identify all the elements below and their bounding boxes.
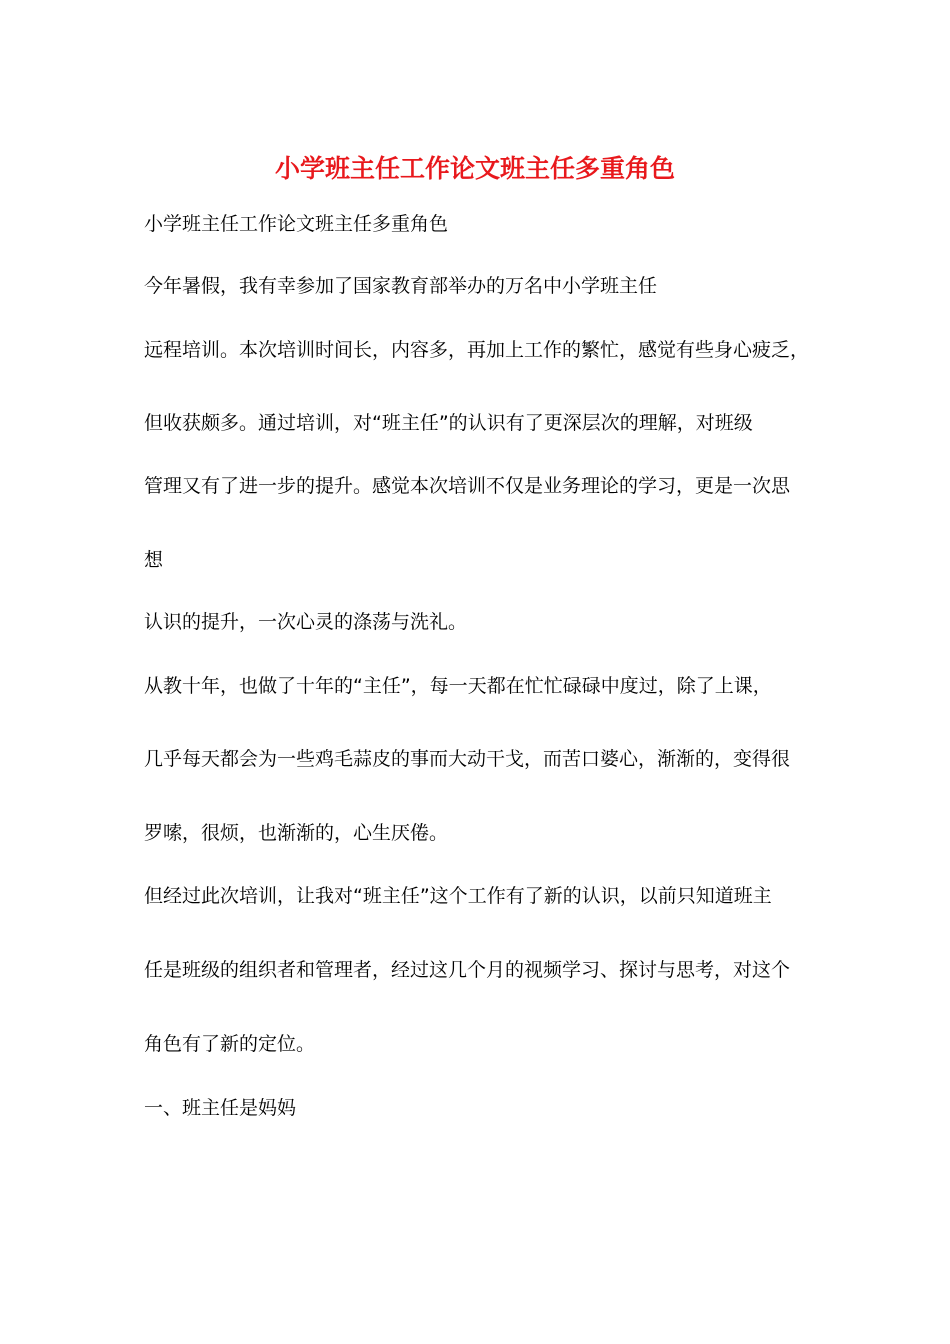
- paragraph-line: 但收获颇多。通过培训，对“班主任”的认识有了更深层次的理解，对班级: [144, 412, 753, 434]
- paragraph-line: 从教十年，也做了十年的“主任”，每一天都在忙忙碌碌中度过，除了上课，: [144, 675, 772, 697]
- paragraph-line: 但经过此次培训，让我对“班主任”这个工作有了新的认识，以前只知道班主: [144, 885, 772, 907]
- paragraph-line: 任是班级的组织者和管理者，经过这几个月的视频学习、探讨与思考，对这个: [144, 959, 791, 981]
- paragraph-line: 远程培训。本次培训时间长，内容多，再加上工作的繁忙，感觉有些身心疲乏，: [144, 339, 810, 361]
- paragraph-line: 今年暑假，我有幸参加了国家教育部举办的万名中小学班主任: [144, 275, 658, 297]
- paragraph-line: 想: [144, 549, 164, 571]
- paragraph-line: 罗嗦，很烦，也渐渐的，心生厌倦。: [144, 822, 449, 844]
- paragraph-line: 管理又有了进一步的提升。感觉本次培训不仅是业务理论的学习，更是一次思: [144, 475, 791, 497]
- paragraph-line: 几乎每天都会为一些鸡毛蒜皮的事而大动干戈，而苦口婆心，渐渐的，变得很: [144, 748, 791, 770]
- paragraph-line: 角色有了新的定位。: [144, 1033, 316, 1055]
- subtitle-line: 小学班主任工作论文班主任多重角色: [144, 213, 449, 235]
- paragraph-line: 认识的提升，一次心灵的涤荡与洗礼。: [144, 611, 468, 633]
- document-title: 小学班主任工作论文班主任多重角色: [274, 154, 675, 183]
- section-heading: 一、班主任是妈妈: [144, 1097, 297, 1119]
